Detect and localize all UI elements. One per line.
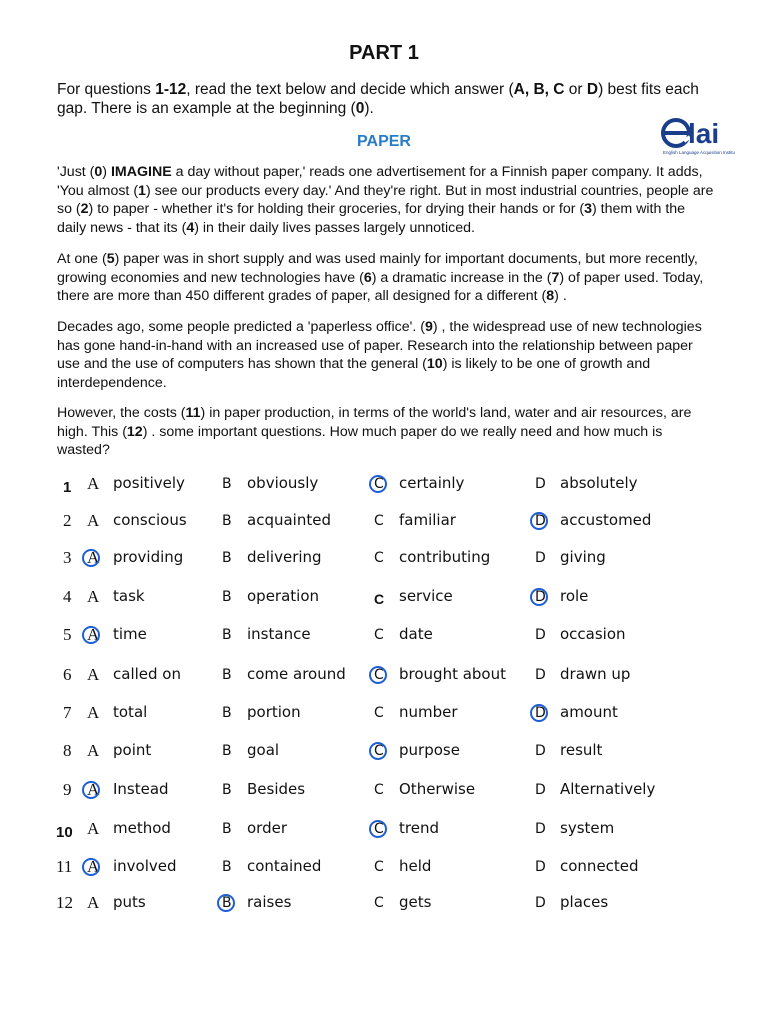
option-letter-b: B [222,705,232,721]
option-a[interactable]: conscious [113,511,187,529]
answer-circle-mark [217,894,235,912]
option-letter-a: A [87,893,100,912]
option-letter-c: C [374,513,384,529]
answer-circle-mark [369,666,387,684]
option-b[interactable]: instance [247,625,311,643]
question-row [0,621,768,649]
option-letter-c: C [374,627,384,643]
option-a[interactable]: task [113,587,145,605]
question-row [0,583,768,611]
option-b[interactable]: raises [247,893,292,911]
option-letter-c: C [374,743,384,759]
question-number: 10 [56,824,73,841]
option-a[interactable]: point [113,741,152,759]
question-row [0,776,768,804]
option-letter-b: B [222,550,232,566]
question-number: 8 [63,741,72,760]
option-a[interactable]: positively [113,474,185,492]
paragraph-1: 'Just (0) IMAGINE a day without paper,' reads one advertisement for a Finnish paper company. It adds, 'You almost (1) see our products every day.' And they're right. But in most industrial countries, people are so (2) to paper - whether it's for holding their groceries, for drying their hands or for (3) them with the daily news - that its (4) in their daily lives passes largely unnoticed. [57,164,714,236]
option-letter-c: C [374,550,384,566]
option-d[interactable]: connected [560,857,639,875]
question-number: 1 [63,479,72,496]
option-a[interactable]: involved [113,857,177,875]
option-letter-a: A [87,857,100,876]
option-letter-a: A [87,511,100,530]
option-b[interactable]: come around [247,665,346,683]
option-a[interactable]: called on [113,665,181,683]
question-row [0,507,768,535]
paragraph-4: However, the costs (11) in paper production, in terms of the world's land, water and air resources, are high. This (12) . some important questions. How much paper do we really need and how much is wasted? [57,405,692,458]
option-letter-b: B [222,782,232,798]
option-letter-d: D [535,589,546,605]
option-letter-b: B [222,627,232,643]
option-letter-b: B [222,859,232,875]
option-b[interactable]: operation [247,587,320,605]
question-row [0,853,768,881]
question-number: 11 [56,857,73,876]
option-d[interactable]: system [560,819,615,837]
option-c[interactable]: held [399,857,432,875]
question-number: 4 [63,587,72,606]
option-d[interactable]: role [560,587,589,605]
option-letter-a: A [87,587,100,606]
option-letter-d: D [535,667,546,683]
option-d[interactable]: result [560,741,603,759]
option-letter-b: B [222,743,232,759]
option-letter-b: B [222,589,232,605]
answer-circle-mark [82,781,100,799]
question-number: 12 [56,893,73,912]
option-letter-c: C [374,859,384,875]
answer-circle-mark [369,820,387,838]
option-c[interactable]: contributing [399,548,491,566]
option-letter-c: C [374,705,384,721]
option-letter-c: C [374,591,385,607]
option-letter-c: C [374,782,384,798]
option-b[interactable]: acquainted [247,511,331,529]
answer-circle-mark [82,858,100,876]
option-letter-d: D [535,859,546,875]
option-letter-a: A [87,741,100,760]
option-a[interactable]: puts [113,893,146,911]
option-letter-d: D [535,821,546,837]
option-letter-a: A [87,625,100,644]
question-row [0,737,768,765]
option-letter-b: B [222,476,232,492]
question-number: 6 [63,665,72,684]
option-letter-a: A [87,548,100,567]
option-letter-d: D [535,513,546,529]
option-c[interactable]: gets [399,893,432,911]
instructions: For questions 1-12, read the text below and decide which answer (A, B, C or D) best fits each gap. There is an example at the beginning (0). [57,81,699,117]
option-a[interactable]: method [113,819,171,837]
answer-circle-mark [530,704,548,722]
option-d[interactable]: absolutely [560,474,638,492]
option-b[interactable]: goal [247,741,280,759]
paragraph-2: At one (5) paper was in short supply and was used mainly for important documents, but more recently, growing economies and new technologies have (6) a dramatic increase in the (7) of paper used. Today, there are more than 450 different grades of paper, all designed for a different (8) . [57,251,704,304]
option-letter-d: D [535,550,546,566]
option-letter-d: D [535,743,546,759]
option-d[interactable]: giving [560,548,606,566]
question-row [0,470,768,498]
answer-circle-mark [530,512,548,530]
option-letter-b: B [222,821,232,837]
page-title: PART 1 [349,42,419,64]
option-letter-a: A [87,665,100,684]
option-b[interactable]: delivering [247,548,322,566]
option-c[interactable]: trend [399,819,439,837]
option-d[interactable]: occasion [560,625,626,643]
option-letter-c: C [374,667,384,683]
svg-text:English Language Acquisition I: English Language Acquisition Institute [663,150,735,155]
question-number: 7 [63,703,72,722]
question-number: 9 [63,780,72,799]
option-d[interactable]: amount [560,703,618,721]
option-c[interactable]: certainly [399,474,465,492]
option-c[interactable]: Otherwise [399,780,476,798]
option-c[interactable]: service [399,587,453,605]
option-a[interactable]: time [113,625,147,643]
option-b[interactable]: portion [247,703,301,721]
option-letter-a: A [87,780,100,799]
option-letter-d: D [535,476,546,492]
option-a[interactable]: Instead [113,780,169,798]
option-letter-d: D [535,705,546,721]
option-d[interactable]: accustomed [560,511,652,529]
option-letter-c: C [374,895,384,911]
option-letter-a: A [87,703,100,722]
question-row [0,889,768,917]
answer-circle-mark [530,588,548,606]
answer-circle-mark [82,626,100,644]
question-number: 3 [63,548,72,567]
text-title: PAPER [357,133,411,150]
option-letter-d: D [535,782,546,798]
option-letter-b: B [222,513,232,529]
option-letter-d: D [535,627,546,643]
answer-circle-mark [369,475,387,493]
answer-circle-mark [369,742,387,760]
option-d[interactable]: Alternatively [560,780,656,798]
option-a[interactable]: providing [113,548,184,566]
option-letter-b: B [222,667,232,683]
svg-text:lai: lai [688,118,720,149]
option-d[interactable]: drawn up [560,665,631,683]
option-b[interactable]: Besides [247,780,306,798]
question-row [0,661,768,689]
option-letter-c: C [374,476,384,492]
question-number: 5 [63,625,72,644]
question-row [0,815,768,843]
option-d[interactable]: places [560,893,609,911]
option-c[interactable]: date [399,625,433,643]
option-a[interactable]: total [113,703,148,721]
option-c[interactable]: familiar [399,511,456,529]
elai-logo [660,113,735,158]
option-letter-b: B [222,895,232,911]
option-c[interactable]: brought about [399,665,506,683]
option-b[interactable]: order [247,819,287,837]
answer-circle-mark [82,549,100,567]
option-c[interactable]: purpose [399,741,460,759]
question-row [0,544,768,572]
option-c[interactable]: number [399,703,458,721]
option-b[interactable]: contained [247,857,322,875]
option-letter-d: D [535,895,546,911]
question-number: 2 [63,511,72,530]
option-letter-a: A [87,474,100,493]
paragraph-3: Decades ago, some people predicted a 'paperless office'. (9) , the widespread use of new technologies has gone hand-in-hand with an increased use of paper. Research into the relationship between paper use and the use of computers has shown that the general (10) is likely to be one of growth and interdependence. [57,319,702,391]
option-letter-c: C [374,821,384,837]
option-letter-a: A [87,819,100,838]
option-b[interactable]: obviously [247,474,319,492]
question-row [0,699,768,727]
